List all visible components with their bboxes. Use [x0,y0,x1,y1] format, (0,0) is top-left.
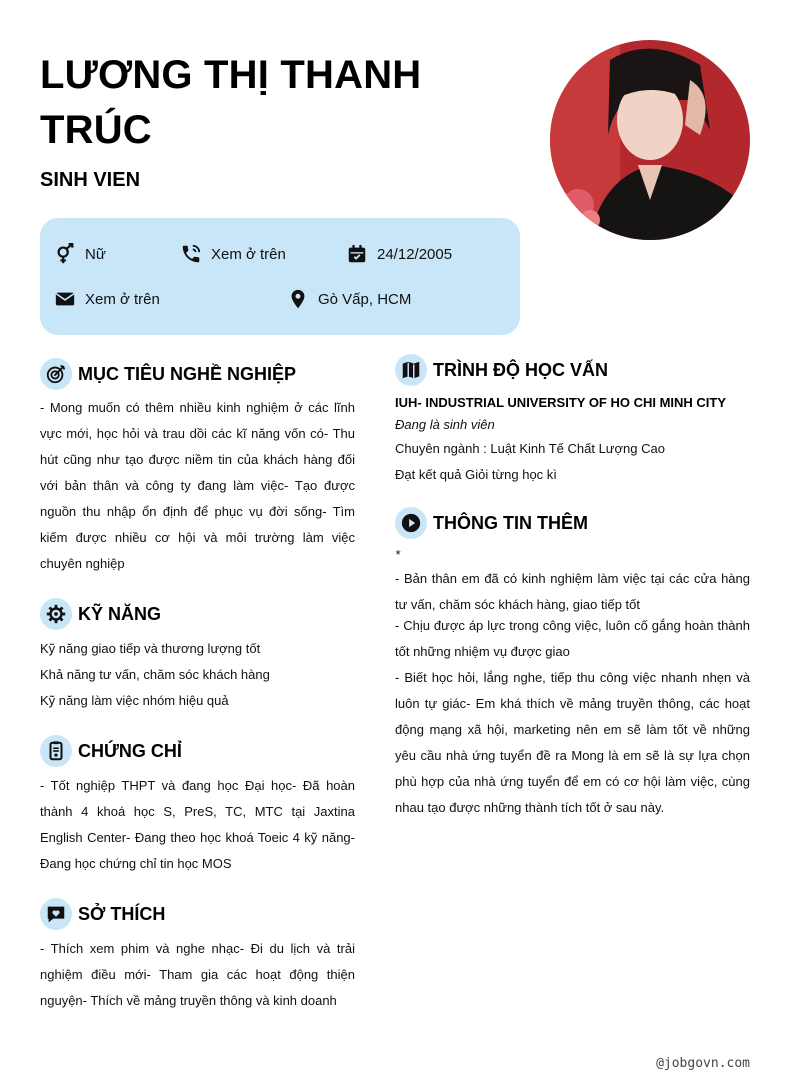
section-extra-header [395,507,588,539]
contact-birthday [346,243,452,265]
book-icon [400,359,422,381]
contact-address [287,288,411,310]
certificates-text: - Tốt nghiệp THPT và đang học Đại học- Đã hoàn thành 4 khoá học S, PreS, TC, MTC tại Jaxtina English Center- Đang theo học khoá Toeic 4 kỹ năng- Đang học chứng chỉ tin học MOS [40,778,355,871]
address-value: Gò Vấp, HCM [318,290,412,308]
education-title: TRÌNH ĐỘ HỌC VẤN [433,359,608,380]
section-objective-header [40,358,296,390]
target-icon [45,363,67,385]
hobbies-icon-badge [40,898,72,930]
location-pin-icon [287,288,309,310]
education-status: Đang là sinh viên [395,417,495,432]
email-icon [54,288,76,310]
objective-icon-badge [40,358,72,390]
heart-message-icon [45,903,67,925]
contact-email [54,288,160,310]
section-certificates-header [40,735,182,767]
certificates-title: CHỨNG CHỈ [78,740,182,761]
contact-phone [180,243,286,265]
contact-gender [54,243,106,265]
skill-item: Kỹ năng làm việc nhóm hiệu quả [40,693,229,708]
education-major: Chuyên ngành : Luật Kinh Tế Chất Lượng Cao [395,441,665,456]
email-value: Xem ở trên [85,290,160,308]
certificate-icon [45,740,67,762]
section-skills-header [40,598,161,630]
objective-title: MỤC TIÊU NGHỀ NGHIỆP [78,363,297,384]
skills-icon-badge [40,598,72,630]
birthday-value: 24/12/2005 [377,245,453,263]
gear-icon [45,603,67,625]
extra-item: - Biết học hỏi, lắng nghe, tiếp thu công việc nhanh nhẹn và luôn tự giác- Em khá thích về mảng truyền thông, các hoạt động mạng xã hội, marketing nên em sẽ làm tốt về những yêu cầu nhà ứng tuyển đề ra Mong là em sẽ là sự lựa chọn phù hợp của nhà ứng tuyển để em có cơ hội làm việc, cùng nhau tạo được những thành tích tốt ở sau này. [395,670,750,815]
school-name: IUH- INDUSTRIAL UNIVERSITY OF HO CHI MINH CITY [395,395,727,410]
gender-icon [54,243,76,265]
hobbies-text: - Thích xem phim và nghe nhạc- Đi du lịch và trải nghiệm điều mới- Tham gia các hoạt động thiện nguyện- Thích về mảng truyền thông và kinh doanh [40,941,355,1008]
extra-item: - Bản thân em đã có kinh nghiệm làm việc tại các cửa hàng tư vấn, chăm sóc khách hàng, giao tiếp tốt [395,571,750,612]
gender-value: Nữ [85,245,106,263]
skill-item: Khả năng tư vấn, chăm sóc khách hàng [40,667,270,682]
phone-icon [180,243,202,265]
play-circle-icon [400,512,422,534]
extra-title: THÔNG TIN THÊM [433,512,588,533]
certificates-icon-badge [40,735,72,767]
extra-icon-badge [395,507,427,539]
education-icon-badge [395,354,427,386]
section-hobbies-header [40,898,165,930]
extra-marker: * [395,547,401,562]
phone-value: Xem ở trên [211,245,286,263]
education-result: Đạt kết quả Giỏi từng học kì [395,467,557,482]
hobbies-title: SỞ THÍCH [78,903,166,924]
contact-panel [40,218,520,335]
extra-item: - Chịu được áp lực trong công việc, luôn cố gắng hoàn thành tốt những nhiệm vụ được giao [395,618,750,659]
job-title: SINH VIEN [40,169,141,191]
calendar-icon [346,243,368,265]
skill-item: Kỹ năng giao tiếp và thương lượng tốt [40,641,261,656]
skills-title: KỸ NĂNG [78,603,162,624]
footer-brand: @jobgovn.com [656,1056,750,1071]
avatar [550,40,750,240]
candidate-name: LƯƠNG THỊ THANH TRÚC [40,53,422,152]
objective-text: - Mong muốn có thêm nhiều kinh nghiệm ở các lĩnh vực mới, học hỏi và trau dồi các kĩ năng vốn có- Thu hút cũng như tạo được niềm tin của khách hàng đối với bản thân và công ty đang làm việc- Tạo được nguồn thu nhập ổn định để phục vụ đời sống- Tìm kiếm được nhiều cơ hội và môi trường làm việc chuyên nghiệp [40,400,355,571]
section-education-header [395,354,608,386]
avatar-photo [550,40,750,240]
